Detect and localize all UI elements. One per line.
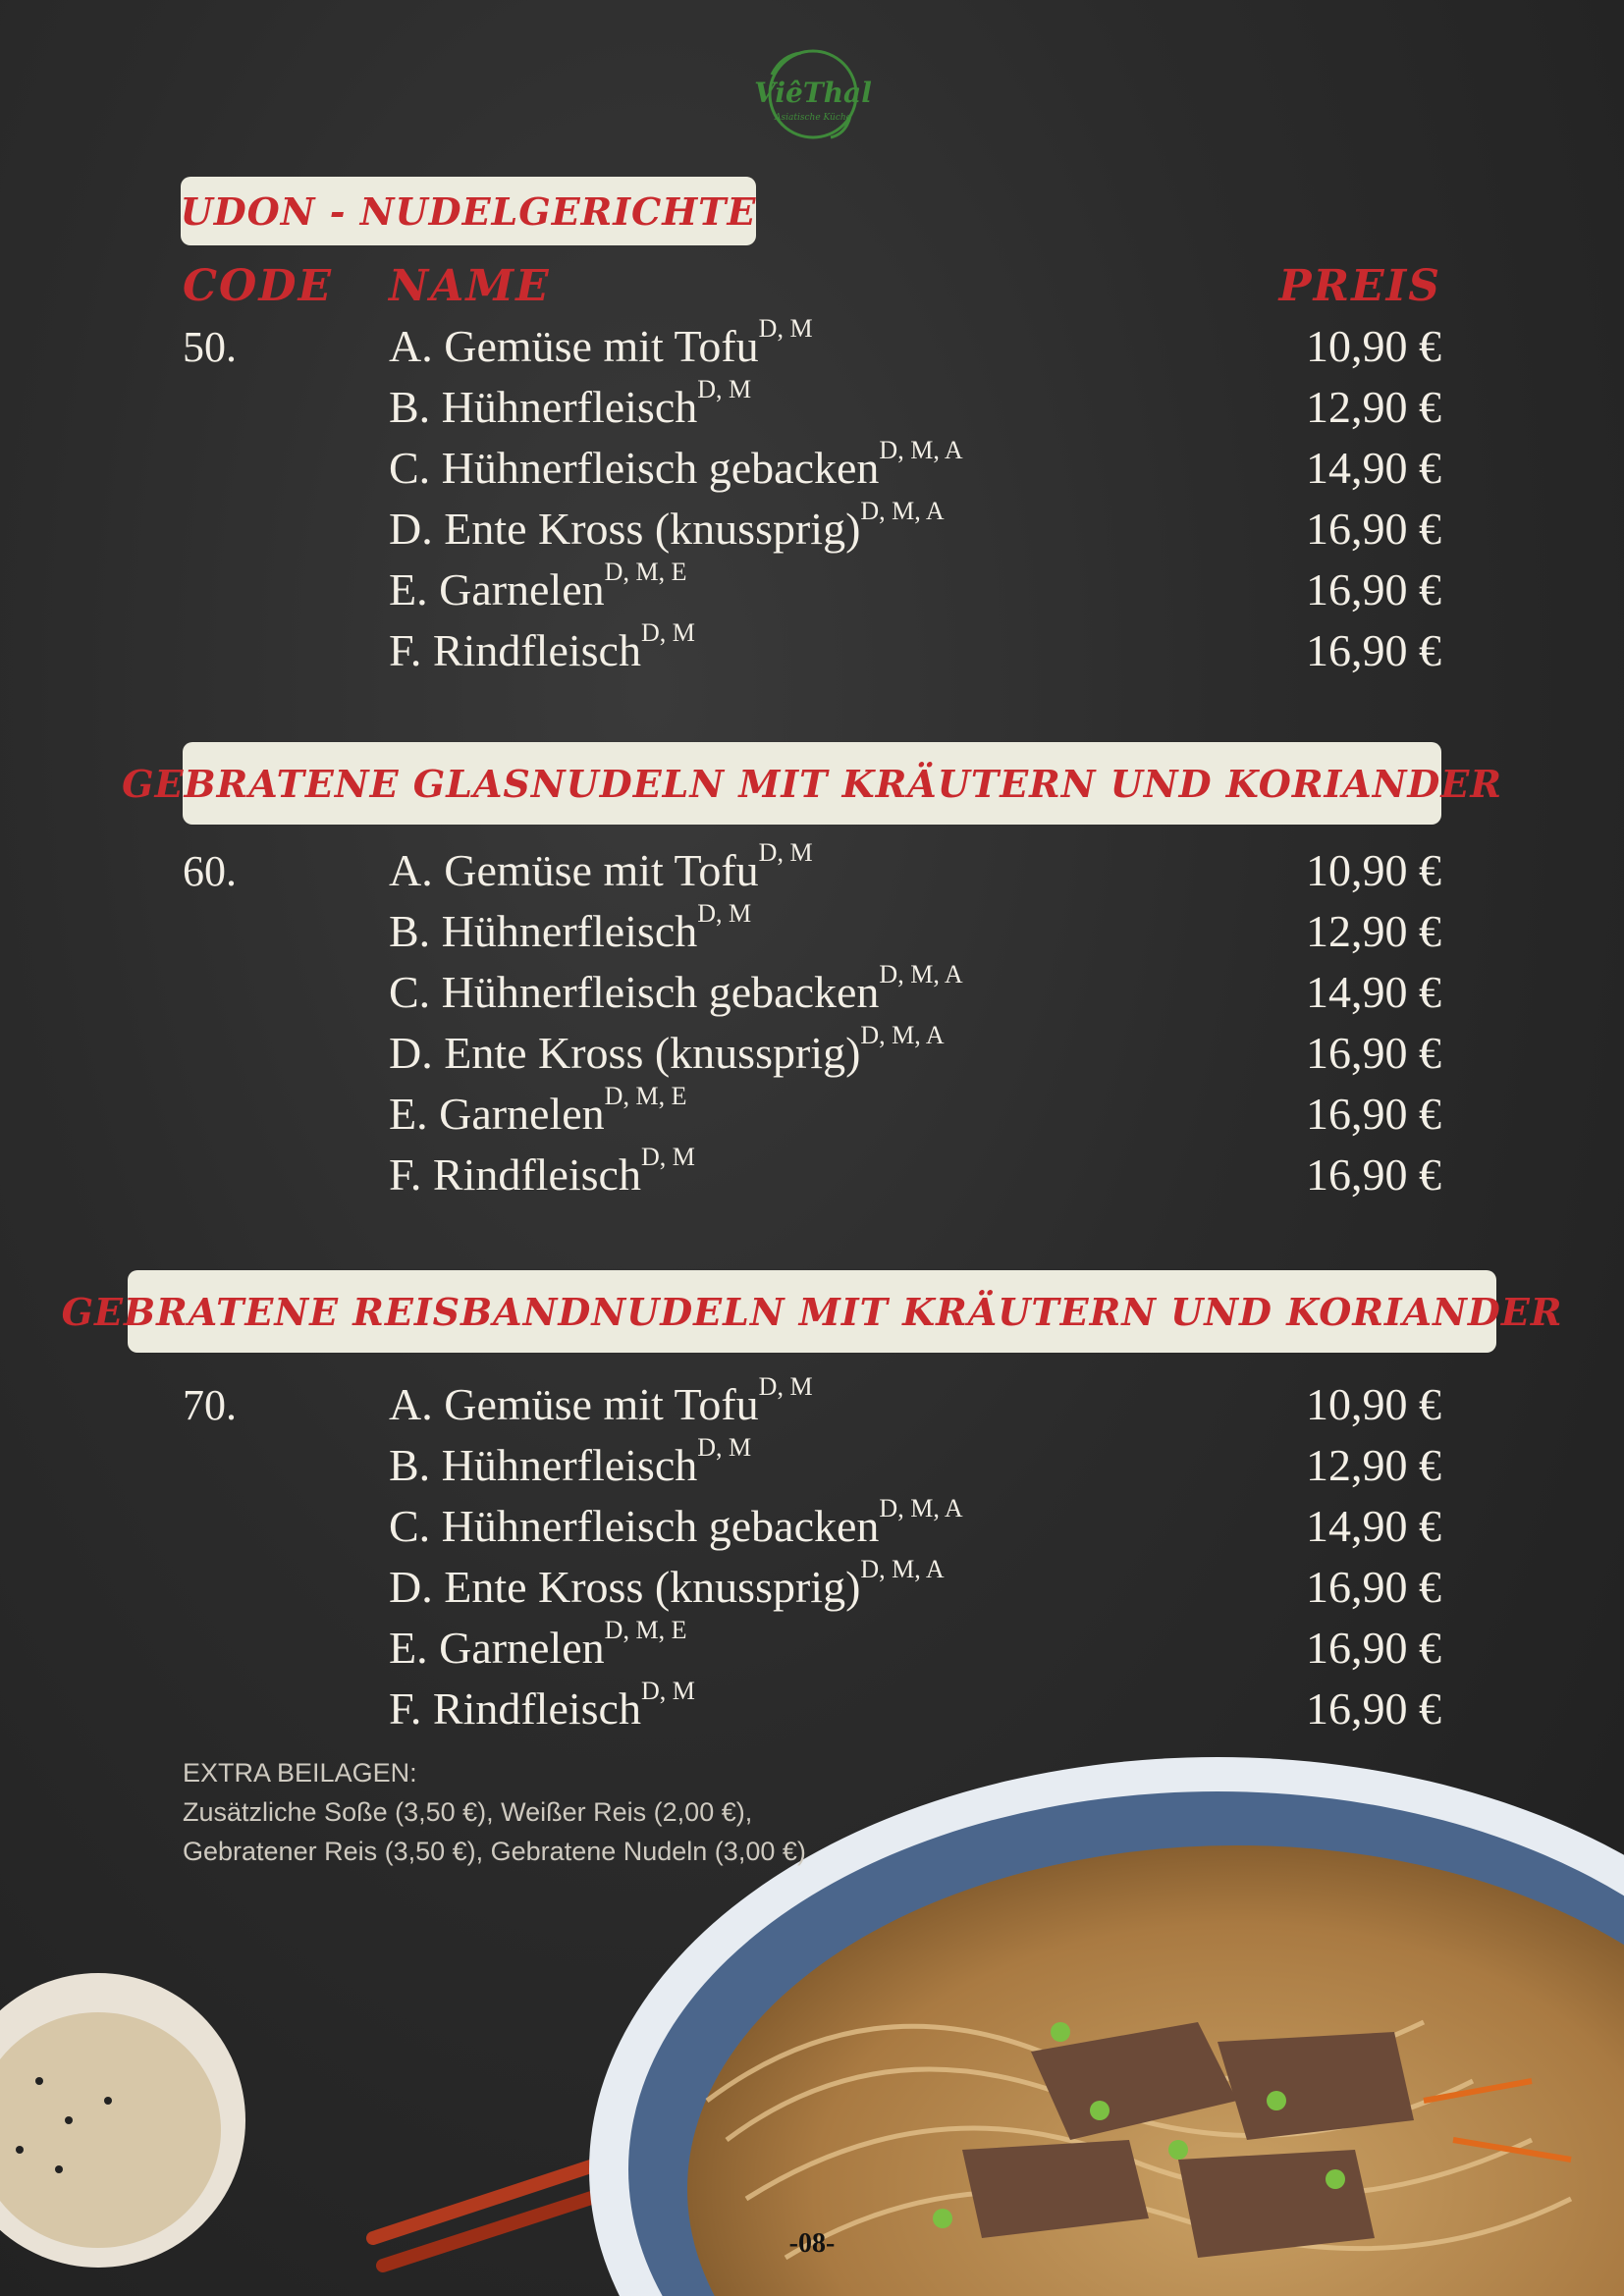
menu-item <box>389 375 1441 442</box>
item-name: F. Rindfleisch <box>389 625 641 675</box>
menu-item <box>389 436 1441 503</box>
item-name: A. Gemüse mit Tofu <box>389 845 759 895</box>
item-name: B. Hühnerfleisch <box>389 906 698 956</box>
item-price: 10,90 € <box>1306 321 1441 371</box>
extras-line: Gebratener Reis (3,50 €), Gebratene Nudeln (3,00 €) <box>183 1837 806 1866</box>
item-allergens: D, M, A <box>860 497 945 525</box>
item-name: A. Gemüse mit Tofu <box>389 321 759 371</box>
item-name: D. Ente Kross (knussprig) <box>389 504 861 554</box>
item-name: A. Gemüse mit Tofu <box>389 1379 759 1429</box>
menu-item <box>389 1021 1441 1088</box>
menu-item <box>389 1082 1441 1148</box>
menu-item <box>389 314 1441 381</box>
section-title-reisbandnudeln: GEBRATENE REISBANDNUDELN MIT KRÄUTERN UND KORIANDER <box>128 1270 1496 1353</box>
menu-item <box>389 960 1441 1027</box>
item-name: E. Garnelen <box>389 1089 605 1139</box>
extras-line: Zusätzliche Soße (3,50 €), Weißer Reis (2,00 €), <box>183 1797 753 1827</box>
item-allergens: D, M <box>758 1372 813 1401</box>
item-price: 16,90 € <box>1306 1562 1441 1612</box>
item-price: 14,90 € <box>1306 967 1441 1017</box>
item-allergens: D, M, E <box>604 558 687 586</box>
item-price: 16,90 € <box>1306 504 1441 554</box>
item-allergens: D, M, E <box>604 1616 687 1644</box>
dish-code: 60. <box>183 847 237 895</box>
menu-item <box>389 558 1441 624</box>
item-allergens: D, M, E <box>604 1082 687 1110</box>
item-price: 16,90 € <box>1306 1028 1441 1078</box>
item-name: D. Ente Kross (knussprig) <box>389 1562 861 1612</box>
item-name: F. Rindfleisch <box>389 1149 641 1200</box>
menu-item <box>389 618 1441 685</box>
menu-item <box>389 1433 1441 1500</box>
item-allergens: D, M <box>640 618 695 647</box>
menu-item <box>389 497 1441 563</box>
item-name: E. Garnelen <box>389 564 605 614</box>
column-header-name: NAME <box>389 261 551 311</box>
item-price: 12,90 € <box>1306 1440 1441 1490</box>
section-title-udon: UDON - NUDELGERICHTE <box>181 177 756 245</box>
menu-item <box>389 1555 1441 1622</box>
menu-item <box>389 1494 1441 1561</box>
item-allergens: D, M <box>758 314 813 343</box>
item-allergens: D, M, A <box>879 436 963 464</box>
item-allergens: D, M <box>697 1433 752 1462</box>
item-allergens: D, M <box>697 375 752 403</box>
item-allergens: D, M <box>758 838 813 867</box>
logo-text: ViêThal <box>754 77 872 109</box>
item-name: F. Rindfleisch <box>389 1683 641 1734</box>
restaurant-logo <box>752 45 874 143</box>
menu-item <box>389 1616 1441 1682</box>
column-header-price: PREIS <box>1278 261 1441 311</box>
item-name: C. Hühnerfleisch gebacken <box>389 967 880 1017</box>
item-name: C. Hühnerfleisch gebacken <box>389 443 880 493</box>
item-price: 16,90 € <box>1306 1089 1441 1139</box>
dish-code: 70. <box>183 1381 237 1429</box>
item-price: 12,90 € <box>1306 906 1441 956</box>
menu-item <box>389 1143 1441 1209</box>
item-name: B. Hühnerfleisch <box>389 382 698 432</box>
item-price: 16,90 € <box>1306 1683 1441 1734</box>
menu-item <box>389 838 1441 905</box>
item-price: 14,90 € <box>1306 443 1441 493</box>
item-name: C. Hühnerfleisch gebacken <box>389 1501 880 1551</box>
item-price: 12,90 € <box>1306 382 1441 432</box>
item-allergens: D, M <box>697 899 752 928</box>
item-allergens: D, M, A <box>879 960 963 988</box>
item-allergens: D, M, A <box>879 1494 963 1522</box>
item-price: 10,90 € <box>1306 1379 1441 1429</box>
column-header-code: CODE <box>183 261 334 311</box>
item-allergens: D, M, A <box>860 1021 945 1049</box>
item-name: B. Hühnerfleisch <box>389 1440 698 1490</box>
item-price: 16,90 € <box>1306 1149 1441 1200</box>
extra-sides-note <box>183 1753 1066 1871</box>
logo-subtitle: Asiatische Küche <box>775 113 851 123</box>
item-price: 10,90 € <box>1306 845 1441 895</box>
item-allergens: D, M, A <box>860 1555 945 1583</box>
item-allergens: D, M <box>640 1143 695 1171</box>
dish-code: 50. <box>183 323 237 371</box>
item-name: D. Ente Kross (knussprig) <box>389 1028 861 1078</box>
item-price: 16,90 € <box>1306 564 1441 614</box>
item-price: 14,90 € <box>1306 1501 1441 1551</box>
menu-item <box>389 1372 1441 1439</box>
item-allergens: D, M <box>640 1677 695 1705</box>
item-price: 16,90 € <box>1306 1623 1441 1673</box>
item-price: 16,90 € <box>1306 625 1441 675</box>
extras-title: EXTRA BEILAGEN: <box>183 1758 417 1788</box>
section-title-glasnudeln: GEBRATENE GLASNUDELN MIT KRÄUTERN UND KORIANDER <box>183 742 1441 825</box>
page-number: -08- <box>788 2228 836 2259</box>
menu-item <box>389 899 1441 966</box>
item-name: E. Garnelen <box>389 1623 605 1673</box>
